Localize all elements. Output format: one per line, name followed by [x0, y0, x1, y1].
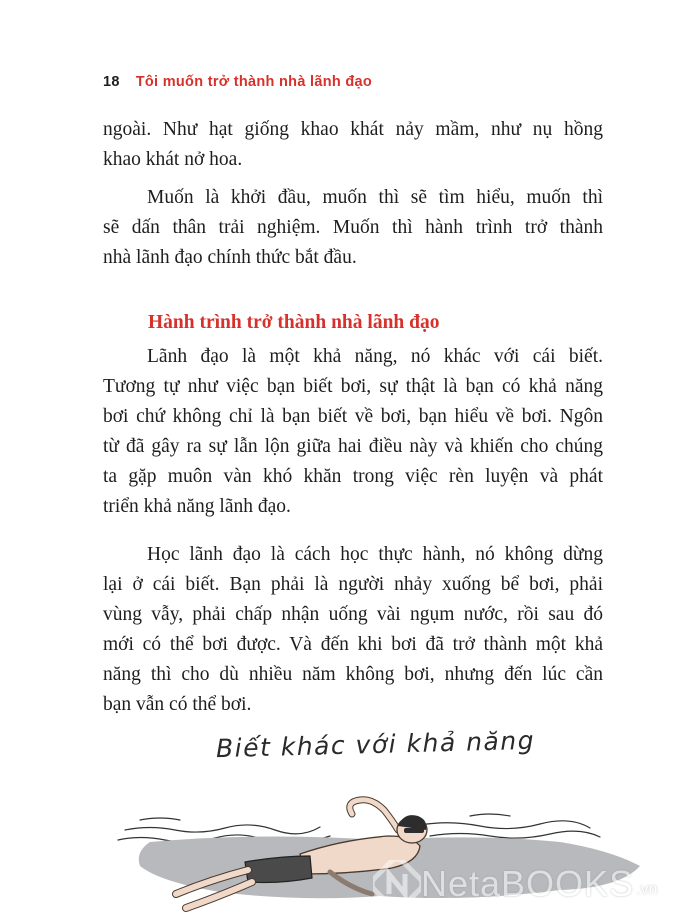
text-line: triển khả năng lãnh đạo. [103, 496, 291, 517]
paragraph-4 [103, 540, 603, 720]
netabooks-logo-icon [373, 860, 421, 908]
running-header [103, 74, 372, 90]
page-number: 18 [103, 74, 120, 90]
watermark [373, 860, 657, 908]
watermark-brand: NetaBOOKS [421, 863, 635, 904]
text-line: ngoài. Như hạt giống khao khát nảy mầm, như nụ hồng [103, 119, 603, 140]
text-line: Học lãnh đạo là cách học thực hành, nó không dừng [147, 544, 603, 565]
text-line: lại ở cái biết. Bạn phải là người nhảy xuống bể bơi, phải [103, 574, 603, 595]
text-line: khao khát nở hoa. [103, 149, 243, 170]
section-heading: Hành trình trở thành nhà lãnh đạo [148, 312, 440, 333]
text-line: bơi chứ không chỉ là bạn biết về bơi, bạn hiểu về bơi. Ngôn [103, 406, 603, 427]
text-line: Lãnh đạo là một khả năng, nó khác với cái biết. [147, 346, 603, 367]
text-line: năng thì cho dù nhiều năm không bơi, nhưng đến lúc cần [103, 664, 603, 685]
text-line: sẽ dấn thân trải nghiệm. Muốn thì hành trình trở thành [103, 217, 603, 238]
watermark-suffix: .vn [636, 881, 658, 898]
text-line: mới có thể bơi được. Và đến khi bơi đã trở thành một khả [103, 634, 603, 655]
text-line: từ đã gây ra sự lẫn lộn giữa hai điều này và khiến cho chúng [103, 436, 603, 457]
text-line: nhà lãnh đạo chính thức bắt đầu. [103, 247, 357, 268]
text-line: Tương tự như việc bạn biết bơi, sự thật là bạn có khả năng [103, 376, 603, 397]
paragraph-3 [103, 342, 603, 522]
text-line: bạn vẫn có thể bơi. [103, 694, 252, 715]
book-title: Tôi muốn trở thành nhà lãnh đạo [135, 74, 373, 90]
text-line: ta gặp muôn vàn khó khăn trong việc rèn luyện và phát [103, 466, 603, 487]
paragraph-2 [103, 183, 603, 273]
text-line: Muốn là khởi đầu, muốn thì sẽ tìm hiểu, muốn thì [147, 187, 603, 208]
illustration-caption: Biết khác với khả năng [215, 725, 536, 764]
paragraph-1 [103, 115, 603, 175]
text-line: vùng vẫy, phải chấp nhận uống vài ngụm nước, rồi sau đó [103, 604, 603, 625]
